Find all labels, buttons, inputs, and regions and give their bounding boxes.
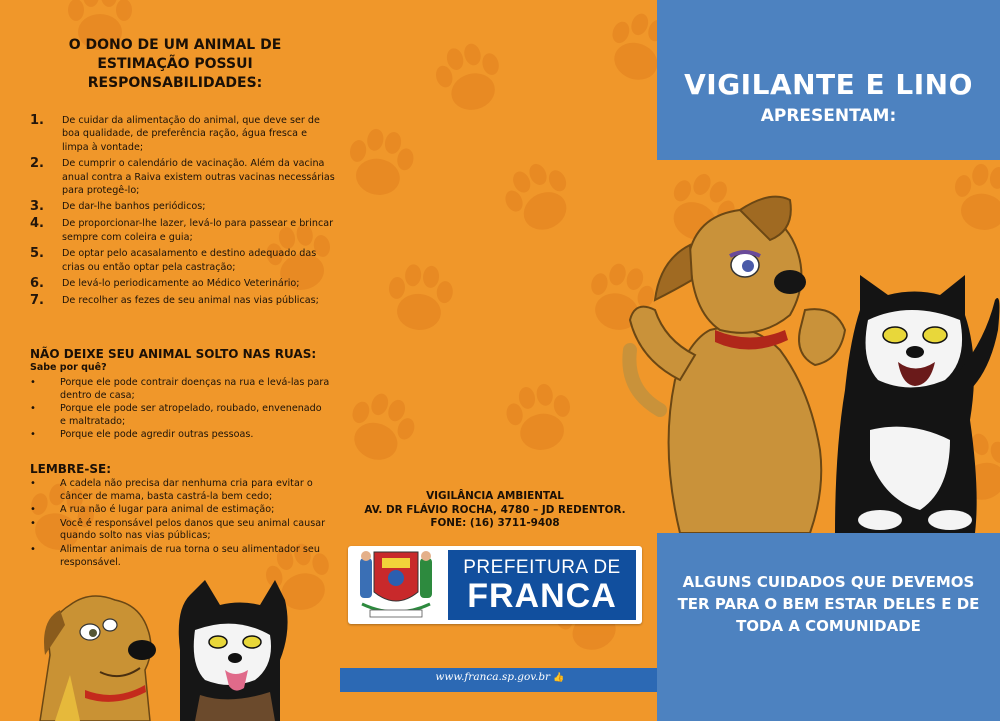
prefeitura-franca-logo — [348, 546, 642, 624]
website-url: www.franca.sp.gov.br 👍 — [435, 671, 565, 683]
phone-number: FONE: (16) 3711-9408 — [430, 517, 560, 529]
logo-text-franca: FRANCA — [467, 577, 617, 615]
list-item: • Alimentar animais de rua torna o seu alimentador seu responsável. — [30, 543, 320, 568]
brochure-title: VIGILANTE E LINO — [684, 68, 973, 101]
logo-text-prefeitura: PREFEITURA DE — [463, 557, 621, 578]
paw-print-icon — [502, 380, 576, 455]
loose-animals-heading: NÃO DEIXE SEU ANIMAL SOLTO NAS RUAS: — [30, 347, 317, 361]
list-item: • Porque ele pode ser atropelado, roubado, envenenado e maltratado; — [30, 403, 322, 427]
list-item: 7. De recolher as fezes de seu animal nas vias públicas; — [30, 293, 319, 309]
responsibilities-list — [30, 114, 335, 311]
list-item: • Porque ele pode agredir outras pessoas. — [30, 429, 254, 441]
city-crest-icon — [352, 548, 440, 622]
paw-print-icon — [386, 262, 455, 332]
remember-heading: LEMBRE-SE: — [30, 462, 111, 476]
paw-print-icon — [496, 155, 581, 241]
list-item: 6. De levá-lo periodicamente ao Médico Veterinário; — [30, 276, 300, 292]
paw-print-icon — [430, 38, 509, 117]
dog-icon — [40, 596, 156, 721]
loose-animals-subheading: Sabe por quê? — [30, 362, 107, 373]
list-item: • Você é responsável pelos danos que seu animal causar quando solto nas vias públicas; — [30, 517, 326, 542]
responsibilities-heading: O DONO DE UM ANIMAL DE ESTIMAÇÃO POSSUI RESPONSABILIDADES: — [68, 37, 282, 91]
street-address: AV. DR FLÁVIO ROCHA, 4780 – JD REDENTOR. — [364, 503, 626, 516]
paw-print-icon — [340, 386, 422, 469]
list-item: 3. De dar-lhe banhos periódicos; — [30, 199, 206, 215]
address-block — [352, 490, 638, 531]
cat-icon — [835, 275, 999, 533]
list-item: • A cadela não precisa dar nenhuma cria para evitar o câncer de mama, basta castrá-la bem cedo; — [30, 478, 313, 502]
loose-animals-reasons — [30, 377, 330, 443]
cat-icon — [179, 580, 288, 721]
paw-print-icon — [343, 125, 417, 200]
brochure-subtitle: APRESENTAM: — [760, 106, 897, 126]
list-item: • A rua não é lugar para animal de estimação; — [30, 504, 275, 516]
list-item: 4. De proporcionar-lhe lazer, levá-lo para passear e brincar sempre com coleira e guia; — [30, 216, 334, 243]
dog-and-cat-illustration-large — [620, 190, 1000, 533]
dog-and-cat-illustration-small — [30, 580, 290, 721]
thumbs-up-icon: 👍 — [553, 673, 565, 683]
list-item: 1. De cuidar da alimentação do animal, que deve ser de boa qualidade, de preferência ração, água fresca e limpa à vontade; — [30, 113, 320, 153]
dog-icon — [629, 197, 845, 533]
department-name: VIGILÂNCIA AMBIENTAL — [426, 490, 564, 502]
list-item: • Porque ele pode contrair doenças na rua e levá-las para dentro de casa; — [30, 377, 330, 401]
list-item: 2. De cumprir o calendário de vacinação. Além da vacina anual contra a Raiva existem outras vacinas necessárias para protegê-lo; — [30, 156, 335, 197]
list-item: 5. De optar pelo acasalamento e destino adequado das crias ou então optar pela castração; — [30, 246, 317, 273]
remember-list — [30, 478, 330, 570]
prefeitura-wordmark — [448, 550, 636, 620]
bottom-banner-text: ALGUNS CUIDADOS QUE DEVEMOS TER PARA O BEM ESTAR DELES E DE TODA A COMUNIDADE — [677, 573, 980, 635]
